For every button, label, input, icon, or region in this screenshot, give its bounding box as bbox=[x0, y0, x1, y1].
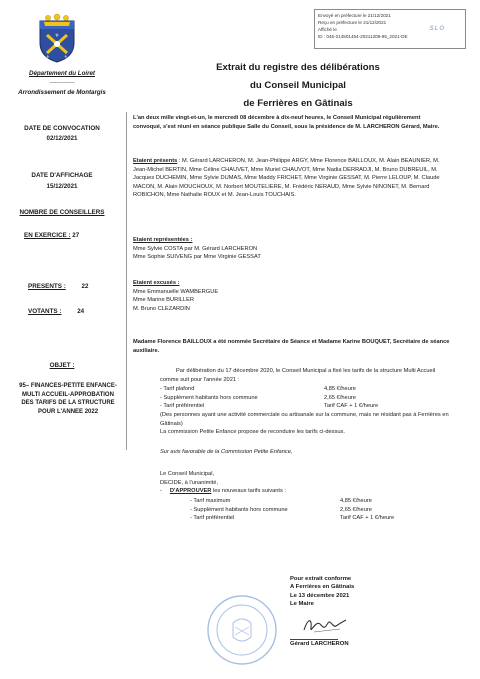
document-title-line1: Extrait du registre des délibérations bbox=[216, 62, 380, 73]
tarif-2022-row: - Supplément habitants hors commune 2,65 €/heure bbox=[190, 506, 372, 513]
votants-label: VOTANTS : bbox=[28, 308, 62, 315]
arrondissement-label: Arrondissement de Montargis bbox=[18, 89, 106, 96]
exercice-row bbox=[24, 232, 79, 239]
prefecture-sent-line: Envoyé en préfecture le 21/12/2021 bbox=[318, 13, 391, 18]
tarif-note: (Des personnes ayant une activité commerciale ou artisanale sur la commune, mais ne résidant pas à Ferrières en Gâtinais) bbox=[160, 412, 449, 427]
excused-item: Mme Marine BURILLER bbox=[133, 297, 194, 304]
excused-block bbox=[133, 279, 449, 313]
prefecture-received-line: Reçu en préfecture le 21/12/2021 bbox=[318, 20, 387, 25]
tarif-2021-row: - Tarif préférentiel Tarif CAF + 1 €/heure bbox=[160, 403, 379, 410]
conseillers-label: NOMBRE DE CONSEILLERS bbox=[19, 209, 105, 216]
objet-label: OBJET : bbox=[49, 362, 75, 369]
signature-line4: Le Maire bbox=[290, 601, 314, 608]
signature-line3: Le 13 décembre 2021 bbox=[290, 592, 350, 599]
department-label: Département du Loiret bbox=[28, 70, 95, 77]
tarif-2022-row: - Tarif maximum 4,85 €/heure bbox=[190, 498, 372, 504]
signatory-name: Gérard LARCHERON bbox=[290, 641, 349, 647]
prefecture-stamp-box bbox=[314, 9, 466, 49]
intro-paragraph: L'an deux mille vingt-et-un, le mercredi 08 décembre à dix-neuf heures, le Conseil Municipal régulièrement convoqué, s'est réuni en séance publique Salle du Conseil, sous la présidence de M. LARCHERON Gérard, Maire. bbox=[133, 115, 440, 130]
tarif-2022-row: - Tarif préférentiel Tarif CAF + 1 €/heure bbox=[190, 515, 395, 522]
avis-line: Sur avis favorable de la Commission Petite Enfance, bbox=[160, 449, 293, 455]
excused-heading: Etaient excusés : bbox=[133, 280, 180, 286]
dashes-separator: --------------- bbox=[49, 80, 75, 86]
svg-text:⚜: ⚜ bbox=[64, 54, 68, 59]
convocation-date: 02/12/2021 bbox=[46, 135, 78, 142]
decision-line1: Le Conseil Municipal, bbox=[160, 471, 215, 477]
excused-item: Mme Emmanuelle WAMBERGUE bbox=[133, 288, 219, 295]
prefecture-id-line: ID : 045-214501454-20211208-95_2021-DE bbox=[318, 34, 408, 39]
signature-underline bbox=[290, 639, 338, 640]
represented-item: Mme Sophie SUIVENG par Mme Virginie GESSAT bbox=[133, 254, 261, 261]
objet-text: 95– FINANCES-PETITE ENFANCE-MULTI ACCUEIL-APPROBATION DES TARIFS DE LA STRUCTURE POUR L'ANNEE 2022 bbox=[19, 383, 117, 415]
secretary-paragraph: Madame Florence BAILLOUX a été nommée Secrétaire de Séance et Madame Karine BOUQUET, Secrétaire de séance auxiliaire. bbox=[133, 339, 450, 354]
convocation-label: DATE DE CONVOCATION bbox=[24, 125, 100, 132]
document-title-line3: de Ferrières en Gâtinais bbox=[243, 98, 353, 109]
presents-paragraph bbox=[133, 157, 449, 200]
affichage-label: DATE D'AFFICHAGE bbox=[31, 172, 93, 179]
decision-line2: DECIDE, à l'unanimité, bbox=[160, 479, 218, 486]
svg-text:⚜: ⚜ bbox=[54, 33, 60, 39]
exercice-value: 27 bbox=[72, 232, 80, 239]
slo-logo: SLO bbox=[429, 26, 445, 32]
coat-of-arms-icon bbox=[36, 13, 78, 63]
signature-line1: Pour extrait conforme bbox=[290, 576, 352, 582]
votants-row bbox=[28, 308, 84, 315]
municipal-seal-icon bbox=[205, 593, 279, 667]
document-title-line2: du Conseil Municipal bbox=[250, 80, 346, 91]
exercice-label: EN EXERCICE : bbox=[24, 232, 71, 239]
signature-block bbox=[290, 575, 354, 609]
presents-row bbox=[28, 283, 88, 290]
svg-text:⚜: ⚜ bbox=[46, 54, 50, 59]
represented-heading: Etaient représentées : bbox=[133, 237, 193, 243]
tarif-2021-row: - Tarif plafond 4,85 €/heure bbox=[160, 386, 356, 392]
tarifs-2021-list bbox=[160, 385, 420, 411]
commission-line: La commission Petite Enfance propose de reconduire les tarifs ci-dessus. bbox=[160, 429, 345, 435]
decision-block bbox=[160, 470, 452, 487]
signature-line2: A Ferrières en Gâtinais bbox=[290, 584, 355, 591]
votants-value: 24 bbox=[77, 308, 85, 315]
deliberation-intro: Par délibération du 17 décembre 2020, le Conseil Municipal a fixé les tarifs de la structure Multi Accueil comme suit pour l'année 2021 : bbox=[160, 368, 436, 383]
represented-item: Mme Sylvie COSTA par M. Gérard LARCHERON bbox=[133, 245, 258, 252]
handwritten-signature bbox=[300, 614, 350, 636]
excused-item: M. Bruno CLEZARDIN bbox=[133, 305, 190, 312]
presents-value: 22 bbox=[81, 283, 89, 290]
tarif-2021-row: - Supplément habitants hors commune 2,65 €/heure bbox=[160, 394, 356, 401]
column-divider bbox=[126, 112, 127, 450]
prefecture-displayed-line: Affiché le bbox=[318, 27, 337, 32]
represented-block bbox=[133, 236, 449, 262]
presents-list: : M. Gérard LARCHERON, M. Jean-Philippe ARGY, Mme Florence BAILLOUX, M. Alain BEAUNIER, M. Jean-Michel BERTIN, Mme Céline CHAUVET, Mme Muriel CHAUVOT, Mme Nadia DERRADJI, M. Bruno DUBREUIL, M. Jacques DUCHEMIN, Mme Sylvie DUMAS, Mme Maddy FRICHET, Mme Virginie GESSAT, M. Pierre LELOUP, M. Claude MACON, M. Alain MOUCHOUX, M. Norbert MOUTELIERE, M. Frédéric NERAUD, Mme Sylvie NINONET, M. Bernard ROBICHON, Mme Nathalie ROUX et M. Jean-Louis TOUCHAIS. bbox=[133, 158, 440, 199]
tarifs-2022-list bbox=[190, 497, 420, 523]
presents-label: PRESENTS : bbox=[28, 283, 66, 290]
presents-heading: Etaient présents bbox=[133, 158, 178, 164]
approuver-line: - D'APPROUVER les nouveaux tarifs suivants : bbox=[160, 488, 287, 494]
affichage-date: 15/12/2021 bbox=[46, 183, 78, 190]
